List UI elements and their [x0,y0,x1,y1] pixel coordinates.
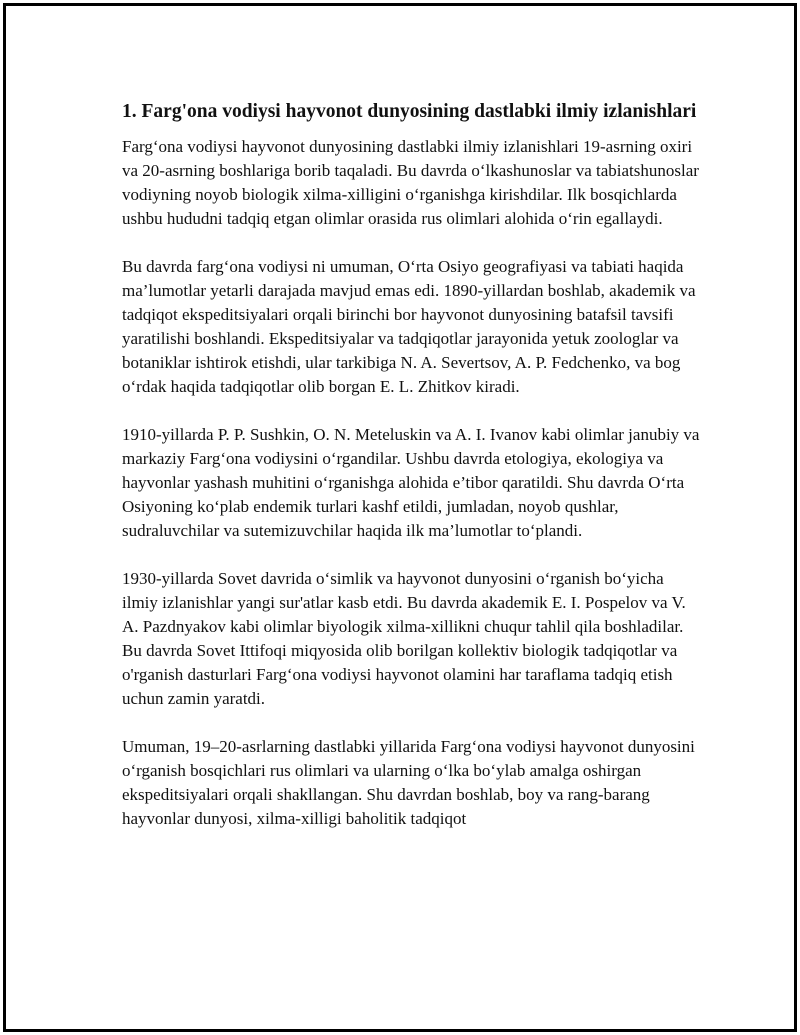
paragraph-1910s: 1910-yillarda P. P. Sushkin, O. N. Meteluskin va A. I. Ivanov kabi olimlar janubiy va markaziy Farg‘ona vodiysini o‘rgandilar. Ushbu davrda etologiya, ekologiya va hayvonlar yashash muhitini o‘rganishga alohida e’tibor qaratildi. Shu davrda O‘rta Osiyoning ko‘plab endemik turlari kashf etildi, jumladan, noyob qushlar, sudraluvchilar va sutemizuvchilar haqida ilk ma’lumotlar to‘plandi. [122,425,700,540]
section-heading: 1. Farg'ona vodiysi hayvonot dunyosining dastlabki ilmiy izlanishlari [122,101,697,122]
document-body [122,98,702,855]
paragraph-summary: Umuman, 19–20-asrlarning dastlabki yillarida Farg‘ona vodiysi hayvonot dunyosini o‘rganish bosqichlari rus olimlari va ularning o‘lka bo‘ylab amalga oshirgan ekspeditsiyalari orqali shakllangan. Shu davrdan boshlab, boy va rang-barang hayvonlar dunyosi, xilma-xilligi baholitik tadqiqot [122,737,695,828]
paragraph-intro: Farg‘ona vodiysi hayvonot dunyosining dastlabki ilmiy izlanishlari 19-asrning oxiri va 20-asrning boshlariga borib taqaladi. Bu davrda o‘lkashunoslar va tabiatshunoslar vodiyning noyob biologik xilma-xilligini o‘rganishga kirishdilar. Ilk bosqichlarda ushbu hududni tadqiq etgan olimlar orasida rus olimlari alohida o‘rin egallaydi. [122,137,699,228]
paragraph-1930s: 1930-yillarda Sovet davrida o‘simlik va hayvonot dunyosini o‘rganish bo‘yicha ilmiy izlanishlar yangi sur'atlar kasb etdi. Bu davrda akademik E. I. Pospelov va V. A. Pazdnyakov kabi olimlar biyologik xilma-xillikni chuqur tahlil qila boshladilar. Bu davrda Sovet Ittifoqi miqyosida olib borilgan kollektiv biologik tadqiqotlar va o'rganish dasturlari Farg‘ona vodiysi hayvonot olamini har taraflama tadqiq etish uchun zamin yaratdi. [122,569,686,708]
page-frame [3,3,797,1032]
paragraph-expeditions: Bu davrda farg‘ona vodiysi ni umuman, O‘rta Osiyo geografiyasi va tabiati haqida ma’lumotlar yetarli darajada mavjud emas edi. 1890-yillardan boshlab, akademik va tadqiqot ekspeditsiyalari orqali birinchi bor hayvonot dunyosining batafsil tavsifi yaratilishi boshlandi. Ekspeditsiyalar va tadqiqotlar jarayonida yetuk zoologlar va botaniklar ishtirok etishdi, ular tarkibiga N. A. Severtsov, A. P. Fedchenko, va bog o‘rdak haqida tadqiqotlar olib borgan E. L. Zhitkov kiradi. [122,257,696,396]
